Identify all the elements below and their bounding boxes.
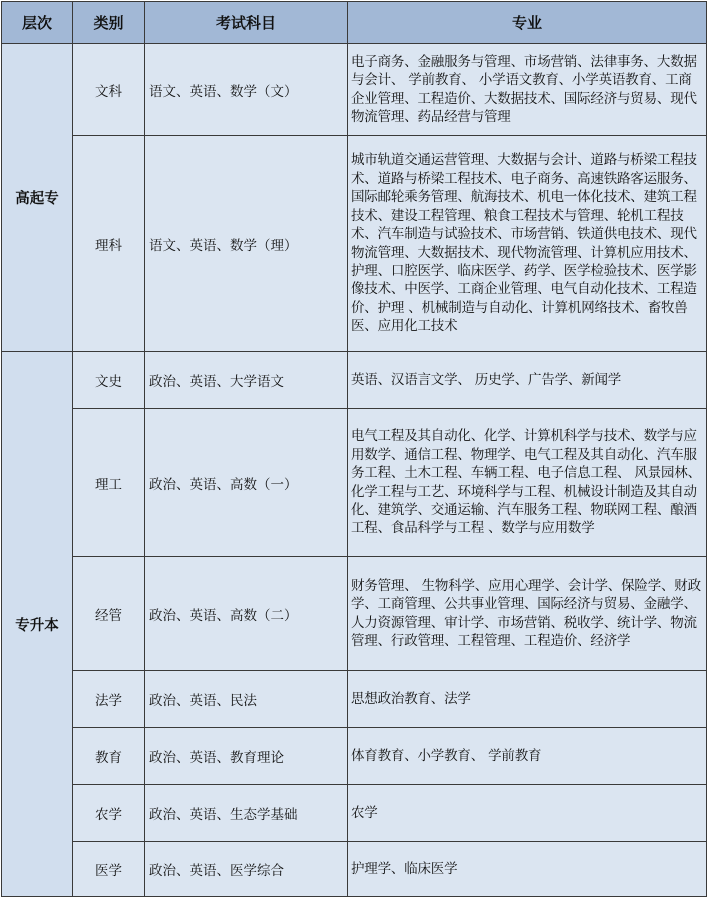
table-row — [2, 409, 707, 557]
exam-subjects-table — [1, 1, 707, 897]
level-cell: 专升本 — [2, 352, 73, 897]
table-row — [2, 44, 707, 136]
table-row — [2, 785, 707, 842]
subjects-cell: 政治、英语、大学语文 — [145, 352, 348, 409]
subjects-cell: 政治、英语、教育理论 — [145, 728, 348, 785]
category-cell: 医学 — [73, 842, 145, 897]
majors-cell: 思想政治教育、法学 — [348, 671, 707, 728]
majors-cell: 体育教育、小学教育、 学前教育 — [348, 728, 707, 785]
subjects-cell: 政治、英语、民法 — [145, 671, 348, 728]
subjects-cell: 政治、英语、高数（二） — [145, 557, 348, 671]
table-row — [2, 136, 707, 352]
header-row — [2, 2, 707, 44]
subjects-cell: 政治、英语、高数（一） — [145, 409, 348, 557]
majors-cell: 电气工程及其自动化、化学、计算机科学与技术、数学与应用数学、通信工程、物理学、电气工程及其自动化、汽车服务工程、土木工程、车辆工程、电子信息工程、 风景园林、化学工程与工艺、环境科学与工程、机械设计制造及其自动化、建筑学、交通运输、汽车服务工程、物联网工程、酿酒工程、食品科学与工程 、数学与应用数学 — [348, 409, 707, 557]
category-cell: 经管 — [73, 557, 145, 671]
table-row — [2, 557, 707, 671]
subjects-cell: 语文、英语、数学（文） — [145, 44, 348, 136]
category-cell: 农学 — [73, 785, 145, 842]
table-row — [2, 352, 707, 409]
category-cell: 理科 — [73, 136, 145, 352]
subjects-cell: 语文、英语、数学（理） — [145, 136, 348, 352]
category-cell: 文史 — [73, 352, 145, 409]
header-majors: 专业 — [348, 2, 707, 44]
header-level: 层次 — [2, 2, 73, 44]
majors-cell: 农学 — [348, 785, 707, 842]
majors-cell: 电子商务、金融服务与管理、市场营销、法律事务、大数据与会计、 学前教育、 小学语文教育、小学英语教育、工商企业管理、工程造价、大数据技术、国际经济与贸易、现代物流管理、药品经营与管理 — [348, 44, 707, 136]
table-row — [2, 728, 707, 785]
majors-cell: 护理学、临床医学 — [348, 842, 707, 897]
table-row — [2, 842, 707, 897]
category-cell: 理工 — [73, 409, 145, 557]
header-category: 类别 — [73, 2, 145, 44]
majors-cell: 城市轨道交通运营管理、大数据与会计、道路与桥梁工程技术、道路与桥梁工程技术、电子商务、高速铁路客运服务、国际邮轮乘务管理、航海技术、机电一体化技术、建筑工程技术、建设工程管理、粮食工程技术与管理、轮机工程技术、汽车制造与试验技术、市场营销、铁道供电技术、现代物流管理、大数据技术、现代物流管理、计算机应用技术、护理、口腔医学、临床医学、药学、医学检验技术、医学影像技术、中医学、工商企业管理、电气自动化技术、工程造价、护理 、机械制造与自动化、计算机网络技术、畜牧兽医、应用化工技术 — [348, 136, 707, 352]
subjects-cell: 政治、英语、生态学基础 — [145, 785, 348, 842]
category-cell: 法学 — [73, 671, 145, 728]
table-row — [2, 671, 707, 728]
category-cell: 文科 — [73, 44, 145, 136]
majors-cell: 财务管理、 生物科学、应用心理学、会计学、保险学、财政学、工商管理、公共事业管理、国际经济与贸易、金融学、人力资源管理、审计学、市场营销、税收学、统计学、物流管理、行政管理、工程管理、工程造价、经济学 — [348, 557, 707, 671]
header-subjects: 考试科目 — [145, 2, 348, 44]
majors-cell: 英语、汉语言文学、 历史学、广告学、新闻学 — [348, 352, 707, 409]
level-cell: 高起专 — [2, 44, 73, 352]
subjects-cell: 政治、英语、医学综合 — [145, 842, 348, 897]
category-cell: 教育 — [73, 728, 145, 785]
